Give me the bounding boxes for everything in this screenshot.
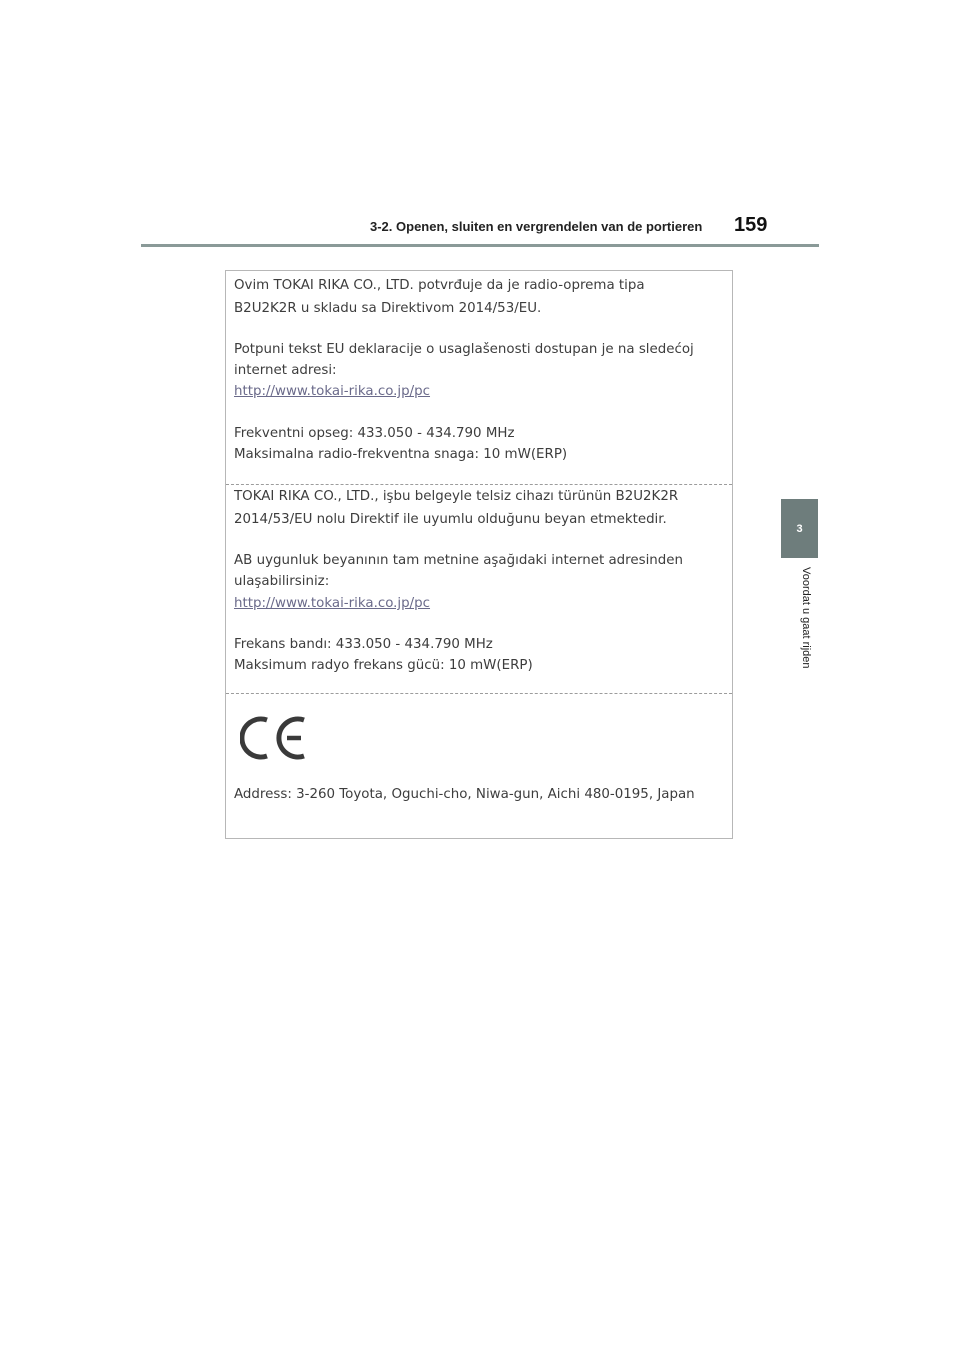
serbian-line-3: Potpuni tekst EU deklaracije o usaglašenosti dostupan je na sledećoj	[234, 342, 694, 357]
chapter-number: 3	[796, 522, 803, 535]
manufacturer-address: Address: 3-260 Toyota, Oguchi-cho, Niwa-gun, Aichi 480-0195, Japan	[234, 787, 695, 802]
ce-mark-icon	[240, 714, 310, 762]
header-rule	[141, 244, 819, 247]
chapter-tab	[781, 499, 818, 558]
serbian-line-1: Ovim TOKAI RIKA CO., LTD. potvrđuje da je radio-oprema tipa	[234, 278, 645, 293]
serbian-line-2: B2U2K2R u skladu sa Direktivom 2014/53/EU.	[234, 301, 542, 316]
turkish-power: Maksimum radyo frekans gücü: 10 mW(ERP)	[234, 658, 533, 673]
turkish-line-2: 2014/53/EU nolu Direktif ile uyumlu olduğunu beyan etmektedir.	[234, 512, 667, 527]
turkish-frequency: Frekans bandı: 433.050 - 434.790 MHz	[234, 637, 493, 652]
serbian-url-link[interactable]: http://www.tokai-rika.co.jp/pc	[234, 384, 431, 399]
turkish-url-link[interactable]: http://www.tokai-rika.co.jp/pc	[234, 596, 431, 611]
turkish-line-4: ulaşabilirsiniz:	[234, 574, 330, 589]
declaration-box	[225, 270, 733, 839]
section-title: 3-2. Openen, sluiten en vergrendelen van de portieren	[370, 219, 703, 234]
ce-section	[226, 693, 732, 840]
turkish-line-3: AB uygunluk beyanının tam metnine aşağıdaki internet adresinden	[234, 553, 684, 568]
serbian-line-4: internet adresi:	[234, 363, 337, 378]
turkish-declaration	[226, 484, 732, 694]
turkish-line-1: TOKAI RIKA CO., LTD., işbu belgeyle telsiz cihazı türünün B2U2K2R	[234, 489, 679, 504]
chapter-title: Voordat u gaat rijden	[800, 567, 812, 669]
serbian-frequency: Frekventni opseg: 433.050 - 434.790 MHz	[234, 426, 515, 441]
serbian-declaration	[226, 271, 732, 484]
serbian-power: Maksimalna radio-frekventna snaga: 10 mW(ERP)	[234, 447, 568, 462]
page-number: 159	[734, 214, 768, 236]
